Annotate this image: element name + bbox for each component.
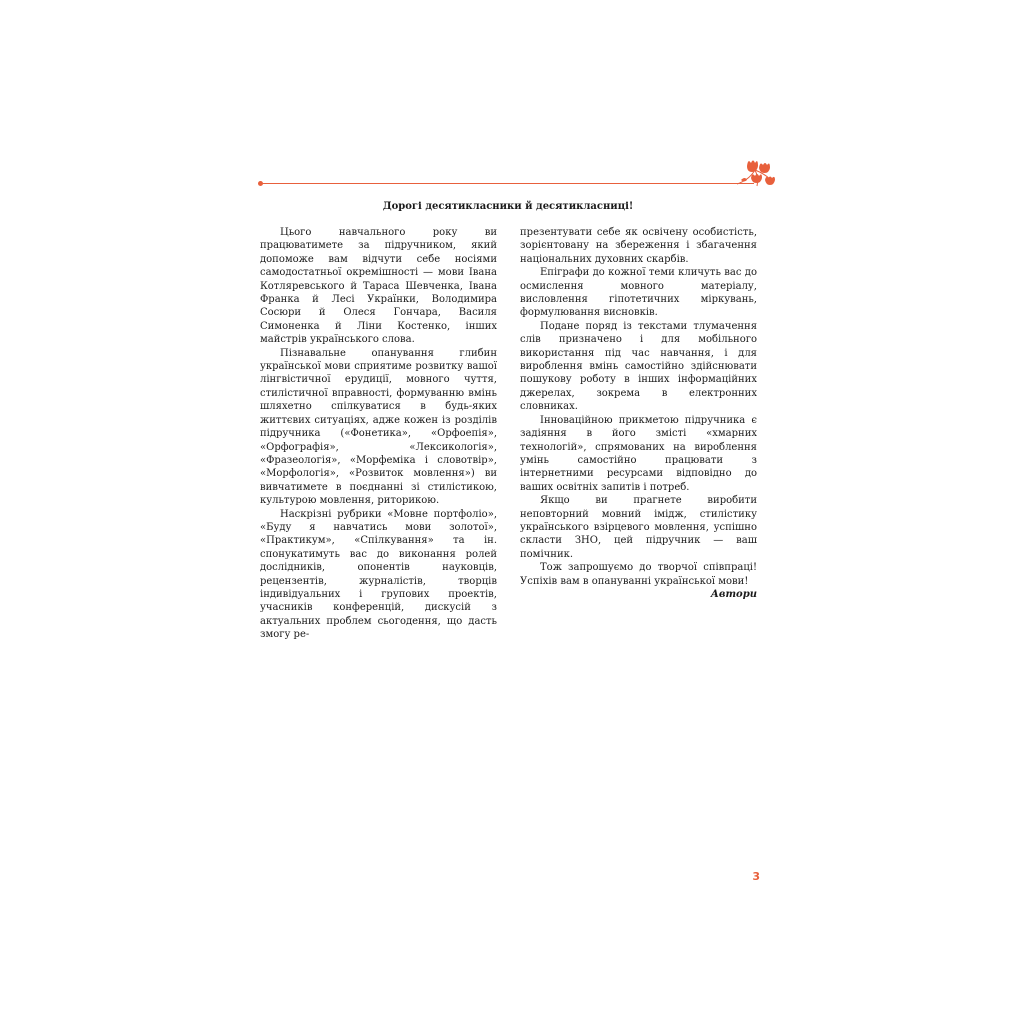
right-column	[520, 226, 757, 601]
page-number: 3	[752, 870, 760, 883]
paragraph: Епіграфи до кожної теми кличуть вас до осмислення мовного матеріалу, висловлення гіпотетичних міркувань, формулювання висновків.	[520, 267, 757, 319]
signature: Автори	[710, 588, 757, 600]
paragraph-continuation: презентувати себе як освічену особистість, зорієнтовану на збереження і збагачення національних духовних скарбів.	[520, 227, 757, 265]
paragraph: Подане поряд із текстами тлумачення слів призначено і для мобільного використання під час навчання, і для вироблення вмінь самостійно здійснювати пошукову роботу в інших інформаційних джерелах, зокрема в електронних словниках.	[520, 320, 757, 413]
left-column	[260, 226, 497, 642]
page-title: Дорогі десятикласники й десятикласниці!	[382, 201, 634, 212]
paragraph: Пізнавальне опанування глибин української мови сприятиме розвитку вашої лінгвістичної ерудиції, мовного чуття, стилістичної вправності, формуванню вмінь шляхетно спілкуватися в будь-яких життєвих ситуаціях, адже кожен із розділів підручника («Фонетика», «Орфоепія», «Орфографія», «Лексикологія», «Фразеологія», «Морфеміка і словотвір», «Морфологія», «Розвиток мовлення») ви вивчатимете в поєднанні зі стилістикою, культурою мовлення, риторикою.	[260, 347, 497, 507]
paragraph: Цього навчального року ви працюватимете за підручником, який допоможе вам відчути себе носіями самодостатньої окремішності — мови Івана Котляревського й Тараса Шевченка, Івана Франка й Лесі Українки, Володимира Сосюри й Олеся Гончара, Василя Симоненка й Ліни Костенко, інших майстрів українського слова.	[260, 227, 497, 346]
paragraph: Тож запрошуємо до творчої співпраці! Успіхів вам в опануванні української мови!	[520, 562, 757, 587]
paragraph: Інноваційною прикметою підручника є задіяння в його змісті «хмарних технологій», спрямованих на вироблення умінь самостійно працювати з інтернетними ресурсами відповідно до ваших освітніх запитів і потреб.	[520, 414, 757, 493]
paragraph: Наскрізні рубрики «Мовне портфоліо», «Буду я навчатись мови золотої», «Практикум», «Спілкування» та ін. спонукатимуть вас до виконання ролей дослідників, опонентів науковців, рецензентів, журналістів, творців індивідуальних і групових проектів, учасників конференцій, дискусій з актуальних проблем сьогодення, що дасть змогу ре-	[260, 508, 497, 641]
header-rule	[260, 183, 754, 184]
tulip-flowers-icon	[735, 158, 777, 190]
header-rule-dot	[258, 181, 263, 186]
paragraph: Якщо ви прагнете виробити неповторний мовний імідж, стилістику українського взірцевого мовлення, успішно скласти ЗНО, цей підручник — ваш помічник.	[520, 495, 757, 560]
